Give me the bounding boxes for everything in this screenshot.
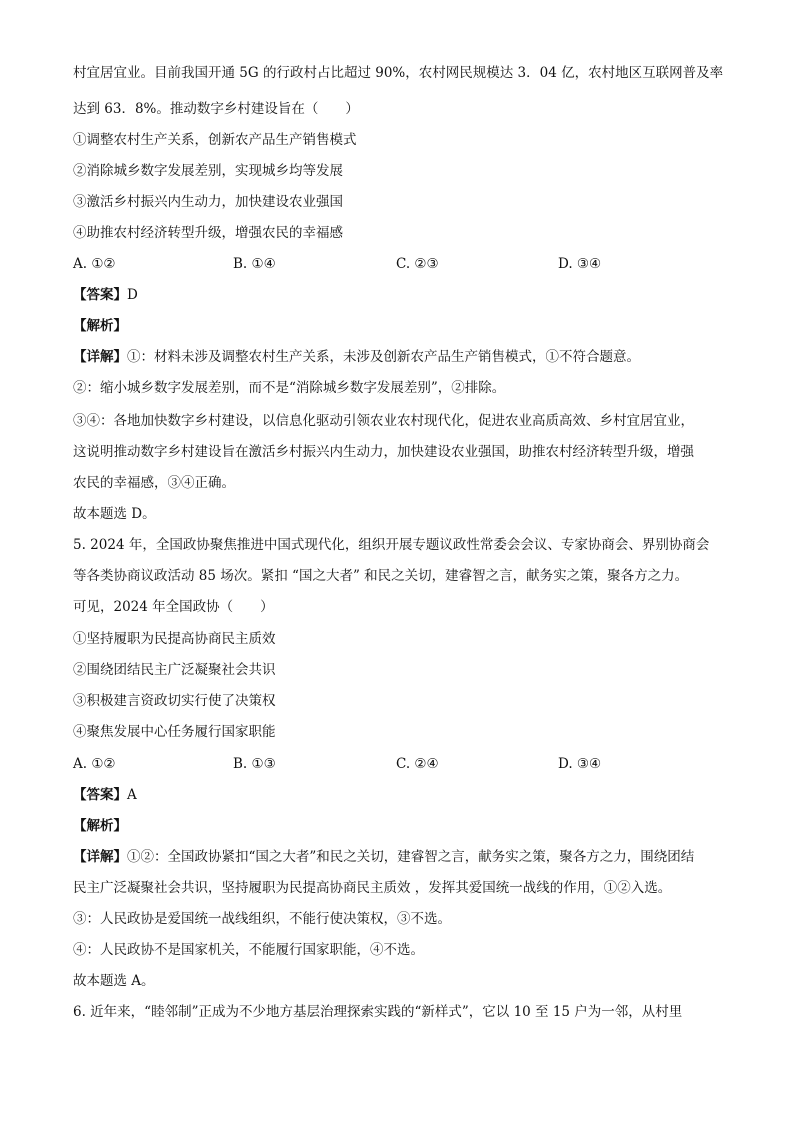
q4-detail-tag: 【详解】 [73,349,127,365]
q4-detail-line-1 [73,348,640,366]
q4-option-c: C. ②③ [396,256,439,272]
q4-answer-tag: 【答案】 [73,287,127,303]
q5-detail-line-3: ③：人民政协是爱国统一战线组织，不能行使决策权，③不选。 [73,911,451,927]
q4-analysis-tag [73,317,127,335]
q5-detail-line-2: 民主广泛凝聚社会共识，坚持履职为民提高协商民主质效 ，发挥其爱国统一战线的作用，①②入选。 [73,880,672,896]
q4-option-a: A. ①② [73,256,116,272]
q4-answer-value: D [127,287,138,303]
q4-answer [73,286,138,304]
q5-analysis-tag [73,817,127,835]
q5-option-d: D. ③④ [558,756,602,772]
q5-stem-line-1: 5. 2024 年，全国政协聚焦推进中国式现代化，组织开展专题议政性常委会会议、专家协商会、界别协商会 [73,537,710,553]
q6-stem-line-1: 6. 近年来，“睦邻制”正成为不少地方基层治理探索实践的“新样式”，它以 10 至 15 户为一邻，从村里 [73,1004,683,1020]
q5-option-b: B. ①③ [233,756,276,772]
q5-detail-line-1 [73,848,694,866]
q5-item-1: ①坚持履职为民提高协商民主质效 [73,631,276,647]
q5-answer-tag: 【答案】 [73,787,127,803]
q5-item-4: ④聚焦发展中心任务履行国家职能 [73,724,276,740]
q5-answer-value: A [127,787,137,803]
q4-detail-line-3: ③④：各地加快数字乡村建设，以信息化驱动引领农业农村现代化，促进农业高质高效、乡村宜居宜业， [73,413,694,429]
q4-stem-line-1: 村宜居宜业。目前我国开通 5G 的行政村占比超过 90%，农村网民规模达 3．04 亿，农村地区互联网普及率 [73,65,724,81]
q5-stem-line-3: 可见，2024 年全国政协（ ） [73,599,274,615]
q5-option-a: A. ①② [73,756,116,772]
q4-item-3: ③激活乡村振兴内生动力，加快建设农业强国 [73,194,343,210]
q4-option-b: B. ①④ [233,256,276,272]
q4-item-2: ②消除城乡数字发展差别，实现城乡均等发展 [73,163,343,179]
q4-detail-line-5: 农民的幸福感，③④正确。 [73,475,235,491]
q4-stem-line-2: 达到 63．8%。推动数字乡村建设旨在（ ） [73,101,359,117]
q5-option-c: C. ②④ [396,756,439,772]
q5-detail-text-1: ①②：全国政协紧扣“国之大者”和民之关切，建睿智之言，献务实之策，聚各方之力，围绕团结 [127,849,695,865]
q4-detail-text-1: ①：材料未涉及调整农村生产关系，未涉及创新农产品生产销售模式，①不符合题意。 [127,349,640,365]
q4-option-d: D. ③④ [558,256,602,272]
q4-conclusion: 故本题选 D。 [73,506,156,522]
q5-conclusion: 故本题选 A。 [73,973,155,989]
q5-answer [73,786,137,804]
q4-item-4: ④助推农村经济转型升级，增强农民的幸福感 [73,225,343,241]
q5-analysis-label: 【解析】 [73,818,127,834]
q5-item-2: ②围绕团结民主广泛凝聚社会共识 [73,662,276,678]
q4-item-1: ①调整农村生产关系，创新农产品生产销售模式 [73,132,357,148]
q4-detail-line-2: ②：缩小城乡数字发展差别，而不是“消除城乡数字发展差别”，②排除。 [73,380,506,396]
q5-detail-tag: 【详解】 [73,849,127,865]
q5-detail-line-4: ④：人民政协不是国家机关，不能履行国家职能，④不选。 [73,942,424,958]
q4-analysis-label: 【解析】 [73,318,127,334]
q4-detail-line-4: 这说明推动数字乡村建设旨在激活乡村振兴内生动力，加快建设农业强国，助推农村经济转型升级，增强 [73,444,694,460]
q5-item-3: ③积极建言资政切实行使了决策权 [73,693,276,709]
q5-stem-line-2: 等各类协商议政活动 85 场次。紧扣 “国之大者” 和民之关切，建睿智之言，献务实之策，聚各方之力。 [73,568,689,584]
